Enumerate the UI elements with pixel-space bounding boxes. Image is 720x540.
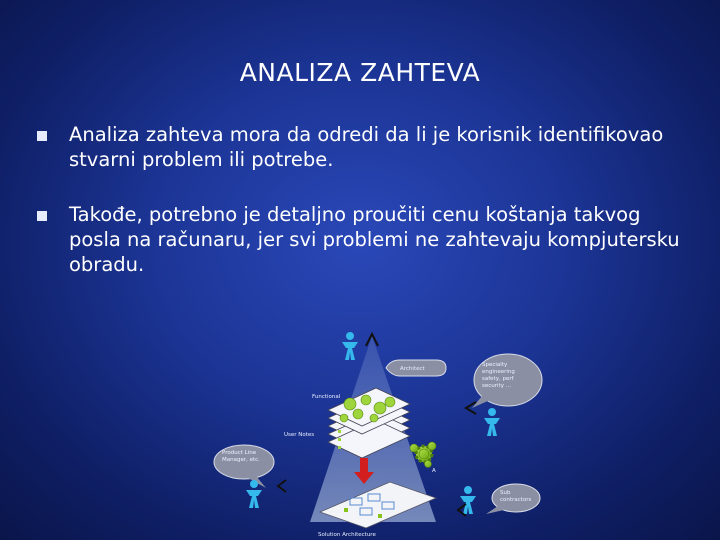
product-line-bubble xyxy=(214,445,274,488)
bullet-item-2 xyxy=(35,202,685,277)
architect-figure-icon xyxy=(342,332,358,360)
solution-label: Solution Architecture xyxy=(318,532,376,538)
bullet-list xyxy=(35,122,685,307)
gears-label: A xyxy=(432,468,436,474)
product-line-label: Product Line Manager, etc. xyxy=(222,450,260,463)
architect-label: Architect xyxy=(400,366,425,372)
bullet-square-icon xyxy=(37,211,47,221)
user-notes-label: User Notes xyxy=(284,432,315,438)
requirements-diagram xyxy=(200,322,570,540)
specialty-bubble xyxy=(472,354,542,408)
product-line-arrow-icon xyxy=(278,480,286,492)
specialty-label: Specialty engineering safety, perf security ... xyxy=(482,362,515,389)
slide-title: ANALIZA ZAHTEVA xyxy=(239,58,481,87)
bullet-square-icon xyxy=(37,131,47,141)
bullet-text-1: Analiza zahteva mora da odredi da li je korisnik identifikovao stvarni problem ili potrebe. xyxy=(69,123,664,171)
bullet-text-2: Takođe, potrebno je detaljno proučiti cenu koštanja takvog posla na računaru, jer svi problemi ne zahtevaju kompjutersku obradu. xyxy=(69,203,680,276)
functional-label: Functional xyxy=(312,394,341,400)
bullet-item-1 xyxy=(35,122,685,172)
sub-contractors-label: Sub contractors xyxy=(500,490,532,503)
specialty-figure-icon xyxy=(484,408,500,436)
specialty-arrow-icon xyxy=(466,402,476,414)
sub-contractors-bubble xyxy=(486,484,540,514)
sub-contractors-figure-icon xyxy=(460,486,476,514)
architect-bubble xyxy=(386,360,446,376)
